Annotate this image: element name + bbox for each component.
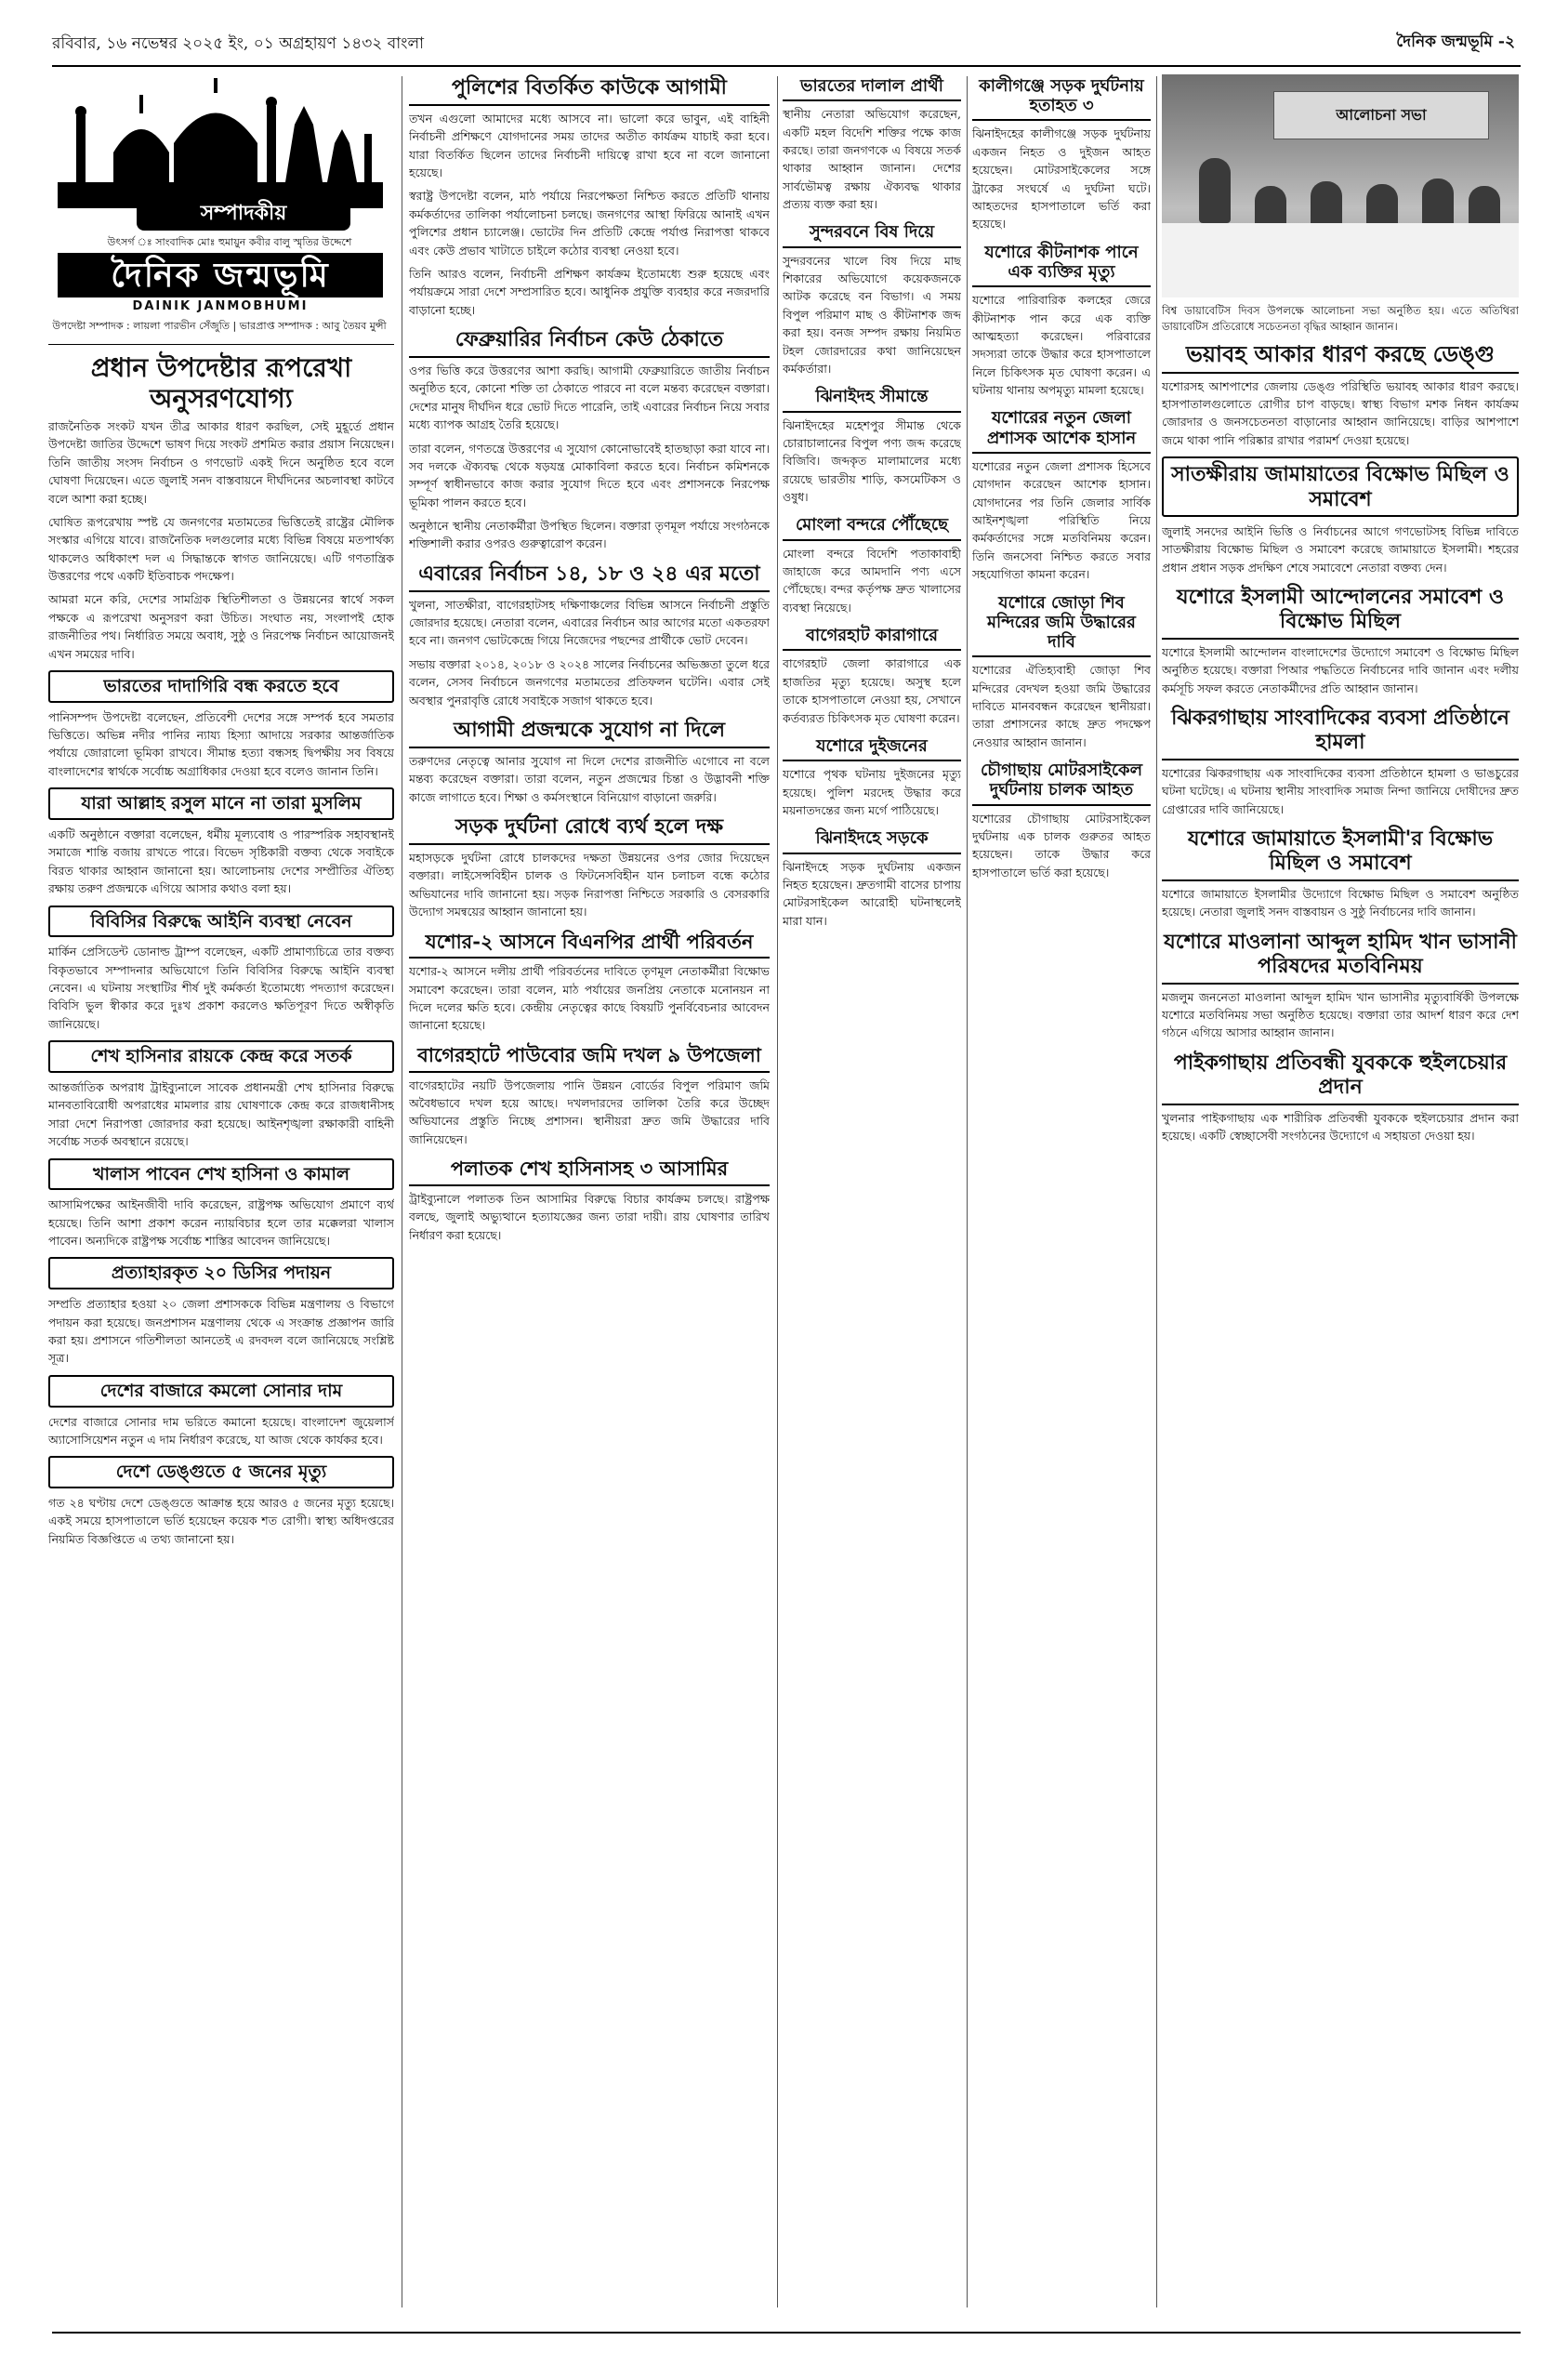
headline-dengue-severe: ভয়াবহ আকার ধারণ করছে ডেঙ্গু: [1162, 341, 1519, 373]
article-body: যশোরের চৌগাছায় মোটরসাইকেল দুর্ঘটনায় এক চালক গুরুতর আহত হয়েছেন। তাকে উদ্ধার করে হাসপাতালে ভর্তি করা হয়েছে।: [972, 811, 1151, 879]
header-rule: [52, 65, 1521, 67]
article-body: মার্কিন প্রেসিডেন্ট ডোনাল্ড ট্রাম্প বলেছেন, একটি প্রামাণ্যচিত্রে তার বক্তব্য বিকৃতভাবে সম্পাদনার অভিযোগে তিনি বিবিসির বিরুদ্ধে আইনি ব্যবস্থা নেবেন। এ ঘটনায় সংস্থাটির শীর্ষ দুই কর্মকর্তা ইতোমধ্যে পদত্যাগ করেছেন। বিবিসি ভুল স্বীকার করে দুঃখ প্রকাশ করলেও ক্ষতিপূরণ দিতে অস্বীকৃতি জানিয়েছে।: [48, 945, 394, 1031]
article-body: সুন্দরবনের খালে বিষ দিয়ে মাছ শিকারের অভিযোগে কয়েকজনকে আটক করেছে বন বিভাগ। এ সময় বিপুল পরিমাণ মাছ ও কীটনাশক জব্দ করা হয়। বনজ সম্পদ রক্ষায় নিয়মিত টহল জোরদারের কথা জানিয়েছেন কর্মকর্তারা।: [783, 253, 961, 376]
article-body: বাগেরহাটের নয়টি উপজেলায় পানি উন্নয়ন বোর্ডের বিপুল পরিমাণ জমি অবৈধভাবে দখল হয়ে আছে। দখলদারদের তালিকা তৈরি করে উচ্ছেদ অভিযানের প্রস্তুতি নিচ্ছে প্রশাসন। স্থানীয়রা দ্রুত জমি উদ্ধারের দাবি জানিয়েছেন।: [409, 1078, 770, 1146]
article-body: তিনি আরও বলেন, নির্বাচনী প্রশিক্ষণ কার্যক্রম ইতোমধ্যে শুরু হয়েছে এবং পর্যায়ক্রমে সারা দেশে সম্প্রসারিত হবে। আধুনিক প্রযুক্তি ব্যবহার করে নজরদারি বাড়ানো হচ্ছে।: [409, 266, 770, 317]
headline-dc-posting: প্রত্যাহারকৃত ২০ ডিসির পদায়ন: [48, 1257, 394, 1289]
column-divider: [1156, 76, 1157, 2307]
headline-kaliganj-accident: কালীগঞ্জে সড়ক দুর্ঘটনায় হতাহত ৩: [972, 74, 1151, 121]
headline-wheelchair: পাইকগাছায় প্রতিবন্ধী যুবককে হুইলচেয়ার প্রদান: [1162, 1050, 1519, 1105]
editors-line: উপদেষ্টা সম্পাদক : লায়লা পারভীন সেঁজুতি | ভারপ্রাপ্ত সম্পাদক : আবু তৈয়ব মুন্সী: [52, 320, 387, 332]
headline-bagerhat-jail: বাগেরহাট কারাগারে: [783, 624, 961, 651]
article-body: খুলনা, সাতক্ষীরা, বাগেরহাটসহ দক্ষিণাঞ্চলের বিভিন্ন আসনে নির্বাচনী প্রস্তুতি জোরদার হয়েছে। নেতারা বলেন, এবারের নির্বাচন আর আগের মতো একতরফা হবে না। জনগণ ভোটকেন্দ্রে গিয়ে নিজেদের পছন্দের প্রার্থীকে ভোট দেবেন।: [409, 597, 770, 648]
article-body: যশোরে ইসলামী আন্দোলন বাংলাদেশের উদ্যোগে সমাবেশ ও বিক্ষোভ মিছিল অনুষ্ঠিত হয়েছে। বক্তারা পিআর পদ্ধতিতে নির্বাচনের দাবি জানান এবং দলীয় কর্মসূচি সফল করতে নেতাকর্মীদের প্রতি আহ্বান জানান।: [1162, 644, 1519, 695]
headline-next-generation: আগামী প্রজন্মকে সুযোগ না দিলে: [409, 717, 770, 748]
photo-caption: বিশ্ব ডায়াবেটিস দিবস উপলক্ষে আলোচনা সভা অনুষ্ঠিত হয়। এতে অতিথিরা ডায়াবেটিস প্রতিরোধে সচেতনতা বৃদ্ধির আহ্বান জানান।: [1162, 304, 1519, 333]
article-body: তরুণদের নেতৃত্বে আনার সুযোগ না দিলে দেশের রাজনীতি এগোবে না বলে মন্তব্য করেছেন বক্তারা। তারা বলেন, নতুন প্রজন্মের চিন্তা ও উদ্ভাবনী শক্তি কাজে লাগাতে হবে। শিক্ষা ও কর্মসংস্থানে বিনিয়োগ বাড়ানো জরুরি।: [409, 753, 770, 804]
headline-islamic-movement: যশোরে ইসলামী আন্দোলনের সমাবেশ ও বিক্ষোভ মিছিল: [1162, 584, 1519, 640]
article-body: যশোরের নতুন জেলা প্রশাসক হিসেবে যোগদান করেছেন আশেক হাসান। যোগদানের পর তিনি জেলার সার্বিক আইনশৃঙ্খলা পরিস্থিতি নিয়ে কর্মকর্তাদের সঙ্গে মতবিনিময় করেন। তিনি জনসেবা নিশ্চিত করতে সবার সহযোগিতা কামনা করেন।: [972, 458, 1151, 582]
headline-jhenaidah-border: ঝিনাইদহ সীমান্তে: [783, 385, 961, 412]
column-two: [409, 74, 770, 2324]
headline-fugitive-accused: পলাতক শেখ হাসিনাসহ ৩ আসামির: [409, 1156, 770, 1186]
headline-road-accident: সড়ক দুর্ঘটনা রোধে ব্যর্থ হলে দক্ষ: [409, 813, 770, 845]
headline-bbc: বিবিসির বিরুদ্ধে আইনি ব্যবস্থা নেবেন: [48, 906, 394, 938]
article-body: যশোরে জামায়াতে ইসলামীর উদ্যোগে বিক্ষোভ মিছিল ও সমাবেশ অনুষ্ঠিত হয়েছে। নেতারা জুলাই সনদ বাস্তবায়ন ও সুষ্ঠু নির্বাচনের দাবি জানান।: [1162, 887, 1519, 919]
article-body: তারা বলেন, গণতন্ত্রে উত্তরণের এ সুযোগ কোনোভাবেই হাতছাড়া করা যাবে না। সব দলকে ঐক্যবদ্ধ থেকে ষড়যন্ত্র মোকাবিলা করতে হবে। নির্বাচন কমিশনকে সম্পূর্ণ স্বাধীনভাবে কাজ করার সুযোগ দিতে হবে এবং প্রশাসনকে নিরপেক্ষ ভূমিকা পালন করতে হবে।: [409, 441, 770, 509]
column-divider: [777, 76, 778, 2307]
column-three: [783, 74, 961, 2324]
newspaper-logo: দৈনিক জন্মভূমি: [58, 253, 383, 298]
headline-satkhira-jamaat: সাতক্ষীরায় জামায়াতের বিক্ষোভ মিছিল ও সমাবেশ: [1162, 456, 1519, 517]
editorial-masthead: [48, 74, 394, 345]
headline-jhenaidah-road: ঝিনাইদহে সড়কে: [783, 826, 961, 853]
headline-jessore-jamaat: যশোরে জামায়াতে ইসলামী'র বিক্ষোভ মিছিল ও সমাবেশ: [1162, 826, 1519, 881]
headline-mongla-port: মোংলা বন্দরে পৌঁছেছে: [783, 513, 961, 540]
footer-rule: [52, 2332, 1521, 2334]
article-body: খুলনার পাইকগাছায় এক শারীরিক প্রতিবন্ধী যুবককে হুইলচেয়ার প্রদান করা হয়েছে। একটি স্বেচ্ছাসেবী সংগঠনের উদ্যোগে এ সহায়তা দেওয়া হয়।: [1162, 1110, 1519, 1144]
article-body: পানিসম্পদ উপদেষ্টা বলেছেন, প্রতিবেশী দেশের সঙ্গে সম্পর্ক হবে সমতার ভিত্তিতে। অভিন্ন নদীর পানির ন্যায্য হিস্যা আদায়ে সরকার আন্তর্জাতিক পর্যায়ে জোরালো ভূমিকা রাখবে। সীমান্ত হত্যা বন্ধসহ দ্বিপক্ষীয় সব বিষয়ে বাংলাদেশের স্বার্থকে সর্বোচ্চ অগ্রাধিকার দেওয়া হবে বলেও জানান তিনি।: [48, 709, 394, 778]
editorial-paragraph: রাজনৈতিক সংকট যখন তীব্র আকার ধারণ করছিল, সেই মুহূর্তে প্রধান উপদেষ্টা জাতির উদ্দেশে ভাষণ দিয়ে সংকট প্রশমিত করার প্রয়াস নিয়েছেন। তিনি জাতীয় সংসদ নির্বাচন ও গণভোট একই দিনে অনুষ্ঠিত হবে বলে ঘোষণা দিয়েছেন। এতে জুলাই সনদ বাস্তবায়নে দীর্ঘদিনের অচলাবস্থা কাটবে বলে আশা করা হচ্ছে।: [48, 419, 394, 506]
article-body: যশোরের ঐতিহ্যবাহী জোড়া শিব মন্দিরের বেদখল হওয়া জমি উদ্ধারের দাবিতে মানববন্ধন করেছেন স্থানীয়রা। তারা প্রশাসনের কাছে দ্রুত পদক্ষেপ নেওয়ার আহ্বান জানান।: [972, 663, 1151, 749]
editorial-headline: প্রধান উপদেষ্টার রূপরেখা অনুসরণযোগ্য: [90, 352, 352, 415]
article-body: আন্তর্জাতিক অপরাধ ট্রাইব্যুনালে সাবেক প্রধানমন্ত্রী শেখ হাসিনার বিরুদ্ধে মানবতাবিরোধী অপরাধের মামলার রায় ঘোষণাকে কেন্দ্র করে রাজধানীসহ সারা দেশে নিরাপত্তা জোরদার করা হয়েছে। আইনশৃঙ্খলা রক্ষাকারী বাহিনী সর্বোচ্চ সতর্ক অবস্থানে রয়েছে।: [48, 1080, 394, 1149]
headline-election-1418: এবারের নির্বাচন ১৪, ১৮ ও ২৪ এর মতো: [409, 561, 770, 592]
column-five: [1162, 74, 1519, 2324]
article-body: দেশের বাজারে সোনার দাম ভরিতে কমানো হয়েছে। বাংলাদেশ জুয়েলার্স অ্যাসোসিয়েশন নতুন এ দাম নির্ধারণ করেছে, যা আজ থেকে কার্যকর হবে।: [48, 1414, 394, 1447]
column-divider: [967, 76, 968, 2307]
article-body: স্বরাষ্ট্র উপদেষ্টা বলেন, মাঠ পর্যায়ে নিরপেক্ষতা নিশ্চিত করতে প্রতিটি থানায় কর্মকর্তাদের তালিকা পর্যালোচনা চলছে। জনগণের আস্থা ফিরিয়ে আনাই এখন পুলিশের প্রধান চ্যালেঞ্জ। ভোটের দিন প্রতিটি কেন্দ্রে পর্যাপ্ত নিরাপত্তা থাকবে এবং কেউ প্রভাব খাটাতে চাইলে কঠোর ব্যবস্থা নেওয়া হবে।: [409, 189, 770, 258]
headline-jessore2-candidate: যশোর-২ আসনে বিএনপির প্রার্থী পরিবর্তন: [409, 929, 770, 959]
headline-jessore-two-deaths: যশোরে দুইজনের: [783, 734, 961, 761]
headline-pesticide-death: যশোরে কীটনাশক পানে এক ব্যক্তির মৃত্যু: [972, 241, 1151, 287]
editorial-paragraph: ঘোষিত রূপরেখায় স্পষ্ট যে জনগণের মতামতের ভিত্তিতেই রাষ্ট্রের মৌলিক সংস্কার এগিয়ে যাবে। রাজনৈতিক দলগুলোর মধ্যে বিভিন্ন বিষয়ে মতপার্থক্য থাকলেও অধিকাংশ দল এ সিদ্ধান্তকে স্বাগত জানিয়েছে। এটি গণতান্ত্রিক উত্তরণের পথে একটি ইতিবাচক পদক্ষেপ।: [48, 514, 394, 584]
article-body: যশোর-২ আসনে দলীয় প্রার্থী পরিবর্তনের দাবিতে তৃণমূল নেতাকর্মীরা বিক্ষোভ সমাবেশ করেছেন। তারা বলেন, মাঠ পর্যায়ের জনপ্রিয় নেতাকে মনোনয়ন না দিলে দলের ক্ষতি হবে। কেন্দ্রীয় নেতৃত্বের কাছে বিষয়টি পুনর্বিবেচনার আবেদন জানানো হয়েছে।: [409, 964, 770, 1033]
headline-chougachha-motorcycle: চৌগাছায় মোটরসাইকেল দুর্ঘটনায় চালক আহত: [972, 759, 1151, 805]
article-body: মহাসড়কে দুর্ঘটনা রোধে চালকদের দক্ষতা উন্নয়নের ওপর জোর দিয়েছেন বক্তারা। লাইসেন্সবিহীন চালক ও ফিটনেসবিহীন যান চলাচল বন্ধে কঠোর অভিযানের দাবি জানানো হয়। সড়ক নিরাপত্তা নিশ্চিতে সরকারি ও বেসরকারি উদ্যোগ সমন্বয়ের আহ্বান জানানো হয়।: [409, 851, 770, 919]
section-title: সম্পাদকীয়: [137, 195, 350, 231]
article-body: যশোরে পৃথক ঘটনায় দুইজনের মৃত্যু হয়েছে। পুলিশ মরদেহ উদ্ধার করে ময়নাতদন্তের জন্য মর্গে পাঠিয়েছে।: [783, 767, 961, 817]
headline-february-election: ফেব্রুয়ারির নির্বাচন কেউ ঠেকাতে: [409, 326, 770, 358]
headline-india: ভারতের দাদাগিরি বন্ধ করতে হবে: [48, 670, 394, 703]
headline-bhasani-council: যশোরে মাওলানা আব্দুল হামিদ খান ভাসানী পরিষদের মতবিনিময়: [1162, 929, 1519, 985]
article-body: ট্রাইব্যুনালে পলাতক তিন আসামির বিরুদ্ধে বিচার কার্যক্রম চলছে। রাষ্ট্রপক্ষ বলছে, জুলাই অভ্যুত্থানে হত্যাযজ্ঞের জন্য তারা দায়ী। রায় ঘোষণার তারিখ নির্ধারণ করা হয়েছে।: [409, 1191, 770, 1242]
headline-shiva-temple: যশোরে জোড়া শিব মন্দিরের জমি উদ্ধারের দাবি: [972, 591, 1151, 658]
column-four: [972, 74, 1151, 2324]
article-body: ঝিনাইদহে সড়ক দুর্ঘটনায় একজন নিহত হয়েছেন। দ্রুতগামী বাসের চাপায় মোটরসাইকেল আরোহী ঘটনাস্থলেই মারা যান।: [783, 859, 961, 928]
article-body: স্থানীয় নেতারা অভিযোগ করেছেন, একটি মহল বিদেশি শক্তির পক্ষে কাজ করছে। তারা জনগণকে এ বিষয়ে সতর্ক থাকার আহ্বান জানান। দেশের সার্বভৌমত্ব রক্ষায় ঐক্যবদ্ধ থাকার প্রত্যয় ব্যক্ত করা হয়।: [783, 107, 961, 212]
headline-hasina-verdict: শেখ হাসিনার রায়কে কেন্দ্র করে সতর্ক: [48, 1040, 394, 1073]
article-body: ঝিনাইদহের মহেশপুর সীমান্ত থেকে চোরাচালানের বিপুল পণ্য জব্দ করেছে বিজিবি। জব্দকৃত মালামালের মধ্যে রয়েছে ভারতীয় শাড়ি, কসমেটিকস ও ওষুধ।: [783, 417, 961, 505]
paper-name-page: দৈনিক জন্মভূমি -২: [1396, 33, 1515, 51]
article-body: ওপর ভিত্তি করে উত্তরণের আশা করছি। আগামী ফেব্রুয়ারিতে জাতীয় নির্বাচন অনুষ্ঠিত হবে, কোনো শক্তি তা ঠেকাতে পারবে না বলে মন্তব্য করেছেন বক্তারা। দেশের মানুষ দীর্ঘদিন ধরে ভোট দিতে পারেনি, তাই এবারের নির্বাচন নিয়ে সবার মধ্যে ব্যাপক আগ্রহ তৈরি হয়েছে।: [409, 364, 770, 432]
headline-bagerhat-land: বাগেরহাটে পাউবোর জমি দখল ৯ উপজেলা: [409, 1042, 770, 1073]
article-body: যশোরের ঝিকরগাছায় এক সাংবাদিকের ব্যবসা প্রতিষ্ঠানে হামলা ও ভাঙচুরের ঘটনা ঘটেছে। এ ঘটনায় স্থানীয় সাংবাদিক সমাজ নিন্দা জানিয়ে দোষীদের দ্রুত গ্রেপ্তারের দাবি জানিয়েছে।: [1162, 766, 1519, 816]
headline-islam: যারা আল্লাহ রসুল মানে না তারা মুসলিম: [48, 787, 394, 820]
headline-sundarban-poison: সুন্দরবনে বিষ দিয়ে: [783, 220, 961, 247]
article-body: তখন এগুলো আমাদের মধ্যে আসবে না। ভালো করে ভাবুন, এই বাহিনী নির্বাচনী প্রশিক্ষণে যোগদানের সময় তাদের অতীত কার্যক্রম যাচাই করা হবে। যারা বিতর্কিত ছিলেন তাদের নির্বাচনী দায়িত্বে রাখা হবে না বলে জানানো হয়েছে।: [409, 111, 770, 180]
headline-jhikargacha-attack: ঝিকরগাছায় সাংবাদিকের ব্যবসা প্রতিষ্ঠানে হামলা: [1162, 705, 1519, 760]
article-body: ঝিনাইদহের কালীগঞ্জে সড়ক দুর্ঘটনায় একজন নিহত ও দুইজন আহত হয়েছেন। মোটরসাইকেলের সঙ্গে ট্রাকের সংঘর্ষে এ দুর্ঘটনা ঘটে। আহতদের হাসপাতালে ভর্তি করা হয়েছে।: [972, 126, 1151, 231]
article-body: মজলুম জননেতা মাওলানা আব্দুল হামিদ খান ভাসানীর মৃত্যুবার্ষিকী উপলক্ষে যশোরে মতবিনিময় সভা অনুষ্ঠিত হয়েছে। বক্তারা তার আদর্শ ধারণ করে দেশ গঠনে এগিয়ে আসার আহ্বান জানান।: [1162, 989, 1519, 1040]
article-body: যশোরসহ আশপাশের জেলায় ডেঙ্গু পরিস্থিতি ভয়াবহ আকার ধারণ করছে। হাসপাতালগুলোতে রোগীর চাপ বাড়ছে। স্বাস্থ্য বিভাগ মশক নিধন কার্যক্রম জোরদার ও জনসচেতনতা বাড়ানোর আহ্বান জানিয়েছে। বাড়ির আশপাশে জমে থাকা পানি পরিষ্কার রাখার পরামর্শ দেওয়া হয়েছে।: [1162, 378, 1519, 447]
column-editorial: [48, 74, 394, 2324]
headline-broker-candidate: ভারতের দালাল প্রার্থী: [783, 74, 961, 101]
article-body: একটি অনুষ্ঠানে বক্তারা বলেছেন, ধর্মীয় মূল্যবোধ ও পারস্পরিক সহাবস্থানই সমাজে শান্তি বজায় রাখতে পারে। বিভেদ সৃষ্টিকারী বক্তব্য থেকে সবাইকে বিরত থাকার আহ্বান জানানো হয়। আলোচনায় দেশের সম্প্রীতির ঐতিহ্য রক্ষায় তরুণ প্রজন্মকে এগিয়ে আসার কথাও বলা হয়।: [48, 827, 394, 896]
headline-dengue-deaths: দেশে ডেঙ্গুতে ৫ জনের মৃত্যু: [48, 1456, 394, 1488]
headline-new-deputy-commissioner: যশোরের নতুন জেলা প্রশাসক আশেক হাসান: [972, 406, 1151, 453]
headline-gold-price: দেশের বাজারে কমলো সোনার দাম: [48, 1375, 394, 1408]
dedication: উৎসর্গ ঃ সাংবাদিক মোঃ হুমায়ুন কবীর বালু স্মৃতির উদ্দেশে: [107, 236, 352, 248]
event-photo: [1162, 74, 1519, 298]
photo-banner: আলোচনা সভা: [1273, 91, 1489, 139]
page-date: রবিবার, ১৬ নভেম্বর ২০২৫ ইং, ০১ অগ্রহায়ণ ১৪৩২ বাংলা: [52, 34, 425, 53]
person-figure: [1199, 158, 1231, 223]
article-body: বাগেরহাট জেলা কারাগারে এক হাজতির মৃত্যু হয়েছে। অসুস্থ হলে তাকে হাসপাতালে নেওয়া হয়, সেখানে কর্তব্যরত চিকিৎসক মৃত ঘোষণা করেন।: [783, 656, 961, 725]
article-body: সভায় বক্তারা ২০১৪, ২০১৮ ও ২০২৪ সালের নির্বাচনের অভিজ্ঞতা তুলে ধরে বলেন, সেসব নির্বাচনে জনগণের মতামতের প্রতিফলন ঘটেনি। এবার সেই অবস্থার পুনরাবৃত্তি রোধে সবাইকে সজাগ থাকতে হবে।: [409, 656, 770, 707]
article-body: আসামিপক্ষের আইনজীবী দাবি করেছেন, রাষ্ট্রপক্ষ অভিযোগ প্রমাণে ব্যর্থ হয়েছে। তিনি আশা প্রকাশ করেন ন্যায়বিচার হলে তার মক্কেলরা খালাস পাবেন। অন্যদিকে রাষ্ট্রপক্ষ সর্বোচ্চ শাস্তির আবেদন জানিয়েছে।: [48, 1197, 394, 1249]
article-body: সম্প্রতি প্রত্যাহার হওয়া ২০ জেলা প্রশাসককে বিভিন্ন মন্ত্রণালয় ও বিভাগে পদায়ন করা হয়েছে। জনপ্রশাসন মন্ত্রণালয় থেকে এ সংক্রান্ত প্রজ্ঞাপন জারি করা হয়। প্রশাসনে গতিশীলতা আনতেই এ রদবদল বলে জানিয়েছে সংশ্লিষ্ট সূত্র।: [48, 1297, 394, 1366]
article-body: যশোরে পারিবারিক কলহের জেরে কীটনাশক পান করে এক ব্যক্তি আত্মহত্যা করেছেন। পরিবারের সদস্যরা তাকে উদ্ধার করে হাসপাতালে নিলে চিকিৎসক মৃত ঘোষণা করেন। এ ঘটনায় থানায় অপমৃত্যু মামলা হয়েছে।: [972, 293, 1151, 398]
article-body: অনুষ্ঠানে স্থানীয় নেতাকর্মীরা উপস্থিত ছিলেন। বক্তারা তৃণমূল পর্যায়ে সংগঠনকে শক্তিশালী করার ওপরও গুরুত্বারোপ করেন।: [409, 519, 770, 551]
article-body: জুলাই সনদের আইনি ভিত্তি ও নির্বাচনের আগে গণভোটসহ বিভিন্ন দাবিতে সাতক্ষীরায় বিক্ষোভ মিছিল ও সমাবেশ করেছে জামায়াতে ইসলামী। শহরের প্রধান প্রধান সড়ক প্রদক্ষিণ শেষে সমাবেশে নেতারা বক্তব্য দেন।: [1162, 523, 1519, 575]
newspaper-logo-en: DAINIK JANMOBHUMI: [132, 299, 309, 313]
dais-table: [1162, 223, 1519, 298]
headline-acquittal: খালাস পাবেন শেখ হাসিনা ও কামাল: [48, 1158, 394, 1191]
article-body: মোংলা বন্দরে বিদেশি পতাকাবাহী জাহাজে করে আমদানি পণ্য এসে পৌঁছেছে। বন্দর কর্তৃপক্ষ দ্রুত খালাসের ব্যবস্থা নিয়েছে।: [783, 546, 961, 615]
editorial-paragraph: আমরা মনে করি, দেশের সামগ্রিক স্থিতিশীলতা ও উন্নয়নের স্বার্থে সকল পক্ষকে এ রূপরেখা অনুসরণ করা উচিত। সংঘাত নয়, সংলাপই হোক রাজনীতির পথ। নির্ধারিত সময়ে অবাধ, সুষ্ঠু ও নিরপেক্ষ নির্বাচন আয়োজনই এখন সময়ের দাবি।: [48, 592, 394, 661]
article-body: গত ২৪ ঘণ্টায় দেশে ডেঙ্গুতে আক্রান্ত হয়ে আরও ৫ জনের মৃত্যু হয়েছে। একই সময়ে হাসপাতালে ভর্তি হয়েছেন কয়েক শত রোগী। স্বাস্থ্য অধিদপ্তরের নিয়মিত বিজ্ঞপ্তিতে এ তথ্য জানানো হয়।: [48, 1496, 394, 1546]
mosque-temple-skyline-icon: [58, 78, 383, 208]
headline-police: পুলিশের বিতর্কিত কাউকে আগামী: [409, 74, 770, 106]
page-header: [37, 26, 1524, 63]
